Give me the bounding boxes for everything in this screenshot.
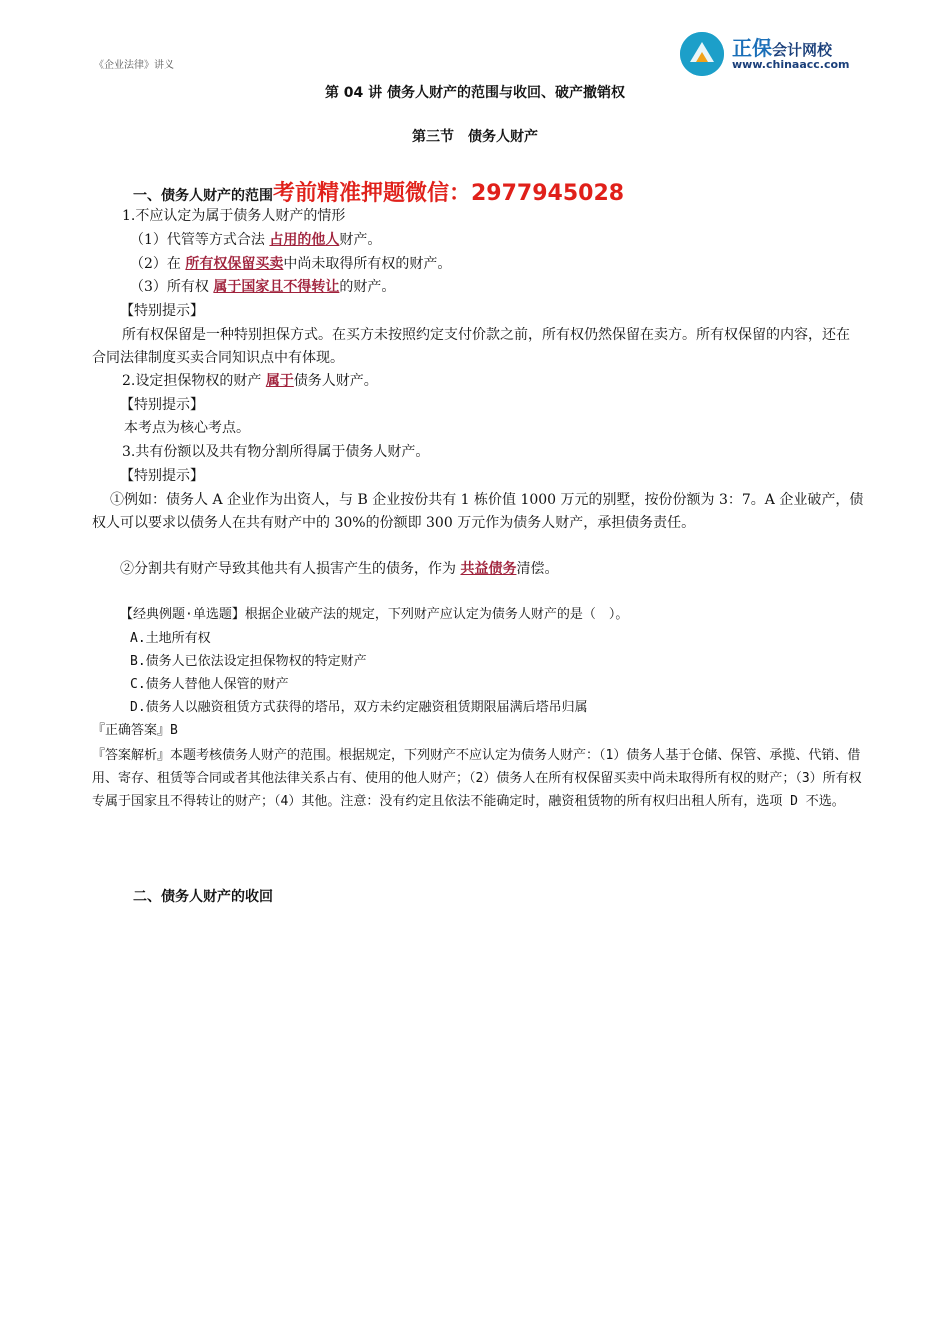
item1-line1: （1）代管等方式合法 占用的他人财产。 <box>130 232 382 248</box>
part1-heading-row <box>133 176 624 207</box>
item1-line2: （2）在 所有权保留买卖中尚未取得所有权的财产。 <box>130 256 452 272</box>
exam-question: 【经典例题·单选题】根据企业破产法的规定，下列财产应认定为债务人财产的是（ ）。 <box>120 607 629 622</box>
brand-url: www.chinaacc.com <box>732 58 850 71</box>
tip-label-1: 【特别提示】 <box>120 303 204 319</box>
highlight-common-debt: 共益债务 <box>460 561 517 577</box>
tip-label-3: 【特别提示】 <box>120 468 204 484</box>
exam-option-d: D.债务人以融资租赁方式获得的塔吊，双方未约定融资租赁期限届满后塔吊归属 <box>130 700 588 715</box>
watermark-text: 考前精准押题微信：2977945028 <box>273 181 625 206</box>
brand-logo[interactable] <box>680 28 880 78</box>
exam-option-a: A.土地所有权 <box>130 631 211 646</box>
brand-name: 正保会计网校 <box>732 36 833 60</box>
corner-text: 《企业法律》讲义 <box>94 60 174 71</box>
exam-option-b: B.债务人已依法设定担保物权的特定财产 <box>130 654 367 669</box>
highlight-retention: 所有权保留买卖 <box>185 256 284 272</box>
highlight-belongs: 属于 <box>265 373 294 389</box>
exam-option-c: C.债务人替他人保管的财产 <box>130 677 289 692</box>
item3-text: 3.共有份额以及共有物分割所得属于债务人财产。 <box>122 444 430 460</box>
highlight-state: 属于国家且不得转让 <box>213 279 340 295</box>
tip-label-2: 【特别提示】 <box>120 397 204 413</box>
item2-text: 2.设定担保物权的财产 属于债务人财产。 <box>122 373 378 389</box>
part2-heading: 二、债务人财产的收回 <box>133 889 273 905</box>
item1-text: 1.不应认定为属于债务人财产的情形 <box>122 208 346 224</box>
highlight-occupied: 占用的他人 <box>269 232 340 248</box>
part1-heading: 一、债务人财产的范围 <box>133 188 273 204</box>
exam-analysis: 『答案解析』本题考核债务人财产的范围。根据规定，下列财产不应认定为债务人财产：（1）债务人基于仓储、保管、承揽、代销、借用、寄存、租赁等合同或者其他法律关系占有、使用的他人财产；（2）债务人在所有权保留买卖中尚未取得所有权的财产；（3）所有权专属于国家且不得转让的财产；（4）其他。注意：没有约定且依法不能确定时，融资租赁物的所有权归出租人所有，选项 D 不选。 <box>92 748 862 809</box>
tip2-text: 本考点为核心考点。 <box>124 420 250 436</box>
exam-answer: 『正确答案』B <box>92 723 178 738</box>
example2-text: ②分割共有财产导致其他共有人损害产生的债务，作为 共益债务清偿。 <box>120 561 559 577</box>
item1-line3: （3）所有权 属于国家且不得转让的财产。 <box>130 279 396 295</box>
lecture-title: 第 04 讲 债务人财产的范围与收回、破产撤销权 <box>324 85 626 101</box>
example1-paragraph: ①例如：债务人 A 企业作为出资人，与 B 企业按份共有 1 栋价值 1000 万元的别墅，按份份额为 3：7。A 企业破产，债权人可以要求以债务人在共有财产中的 30%的份额即 300 万元作为债务人财产，承担债务责任。 <box>92 492 864 531</box>
section-title: 第三节 债务人财产 <box>412 129 538 145</box>
logo-emblem-icon <box>680 32 724 76</box>
tip1-paragraph: 所有权保留是一种特别担保方式。在买方未按照约定支付价款之前，所有权仍然保留在卖方。所有权保留的内容，还在合同法律制度买卖合同知识点中有体现。 <box>92 327 850 366</box>
